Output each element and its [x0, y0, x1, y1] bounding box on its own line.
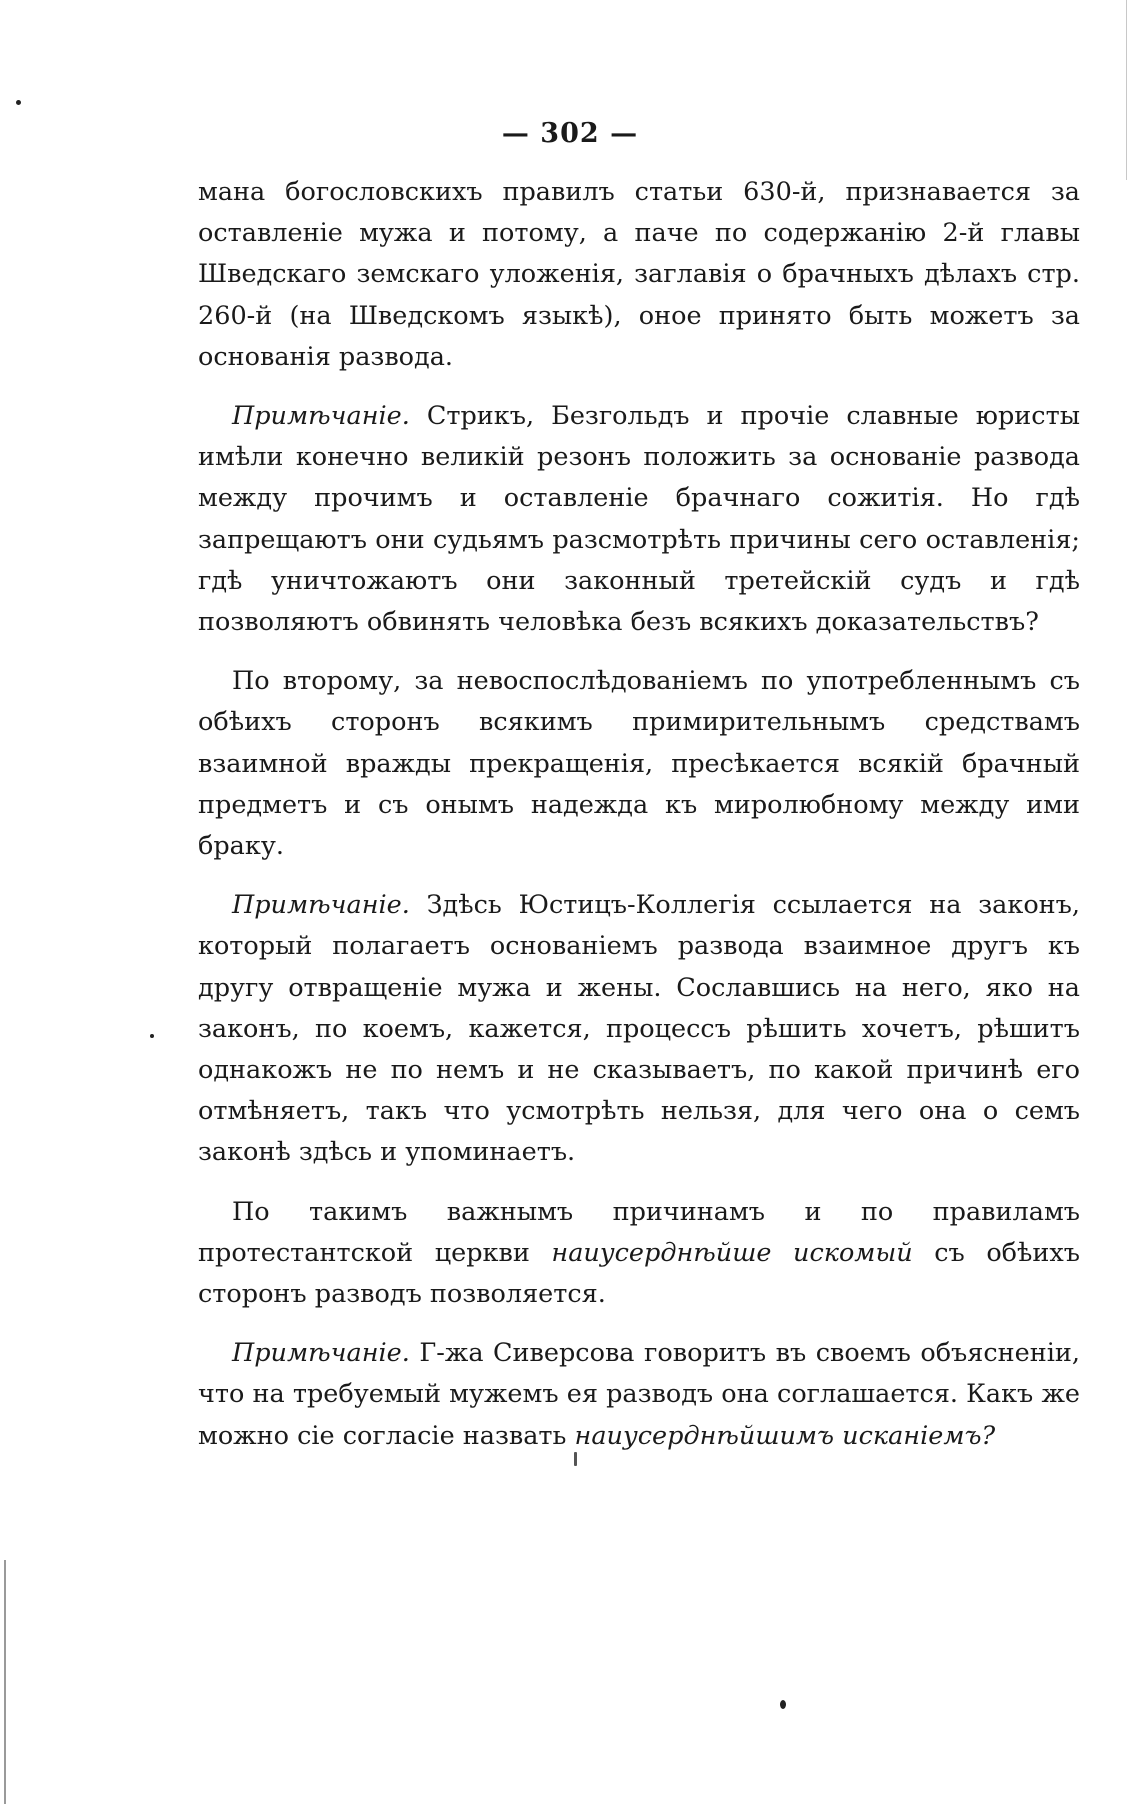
paragraph-3-text-italic: наиусерднѣйше искомый	[551, 1237, 913, 1268]
paragraph-1	[198, 172, 1080, 378]
note-1-text: Стрикъ, Безгольдъ и прочіе славные юристы имѣли конечно великій резонъ положить за основаніе развода между прочимъ и оставленіе брачнаго сожитія. Но гдѣ запрещаютъ они судьямъ разсмотрѣть причины сего оставленія; гдѣ уничтожаютъ они законный третейскій судъ и гдѣ позволяютъ обвинять человѣка безъ всякихъ доказательствъ?	[198, 401, 1080, 638]
page-number: — 302 —	[501, 118, 639, 149]
scan-speck	[16, 100, 21, 105]
scan-margin-line-left	[4, 1560, 6, 1804]
scan-margin-line-right	[1126, 0, 1127, 180]
paragraph-3	[198, 1192, 1080, 1316]
note-2-label: Примѣчаніе.	[232, 890, 410, 921]
note-2-text: Здѣсь Юстицъ-Коллегія ссылается на законъ, который полагаетъ основаніемъ развода взаимное другъ къ другу отвращеніе мужа и жены. Сославшись на него, яко на законъ, по коемъ, кажется, процессъ рѣшить хочетъ, рѣшитъ однакожъ не по немъ и не сказываетъ, по какой причинѣ его отмѣняетъ, такъ что усмотрѣть нельзя, для чего она о семъ законѣ здѣсь и упоминаетъ.	[198, 890, 1080, 1168]
paragraph-2-text: По второму, за невоспослѣдованіемъ по употребленнымъ съ обѣихъ сторонъ всякимъ примирительнымъ средствамъ взаимной вражды прекращенія, пресѣкается всякій брачный предметъ и съ онымъ надежда къ миролюбному между ими браку.	[198, 666, 1080, 862]
note-1-label: Примѣчаніе.	[232, 401, 410, 432]
paragraph-3-text-after: съ обѣихъ сторонъ разводъ позволяется.	[198, 1237, 1081, 1310]
scan-speck	[150, 1034, 154, 1038]
note-2	[198, 885, 1080, 1173]
note-3	[198, 1333, 1080, 1457]
paragraph-3-text-before: По такимъ важнымъ причинамъ и по правиламъ протестантской церкви	[198, 1196, 1080, 1268]
scan-speck	[780, 1700, 786, 1709]
paragraph-2	[198, 661, 1080, 867]
page-body	[198, 172, 1080, 1475]
note-1	[198, 396, 1080, 643]
note-3-label: Примѣчаніе.	[232, 1338, 410, 1369]
note-3-text-before: Г-жа Сиверсова говоритъ въ своемъ объясненіи, что на требуемый мужемъ ея разводъ она соглашается. Какъ же можно сіе согласіе назвать	[198, 1338, 1080, 1451]
note-3-text-italic: наиусерднѣйшимъ исканіемъ?	[574, 1420, 996, 1451]
paragraph-1-text: мана богословскихъ правилъ статьи 630-й, признавается за оставленіе мужа и потому, а паче по содержанію 2-й главы Шведскаго земскаго уложенія, заглавія о брачныхъ дѣлахъ стр. 260-й (на Шведскомъ языкѣ), оное принято быть можетъ за основанія развода.	[198, 177, 1080, 372]
